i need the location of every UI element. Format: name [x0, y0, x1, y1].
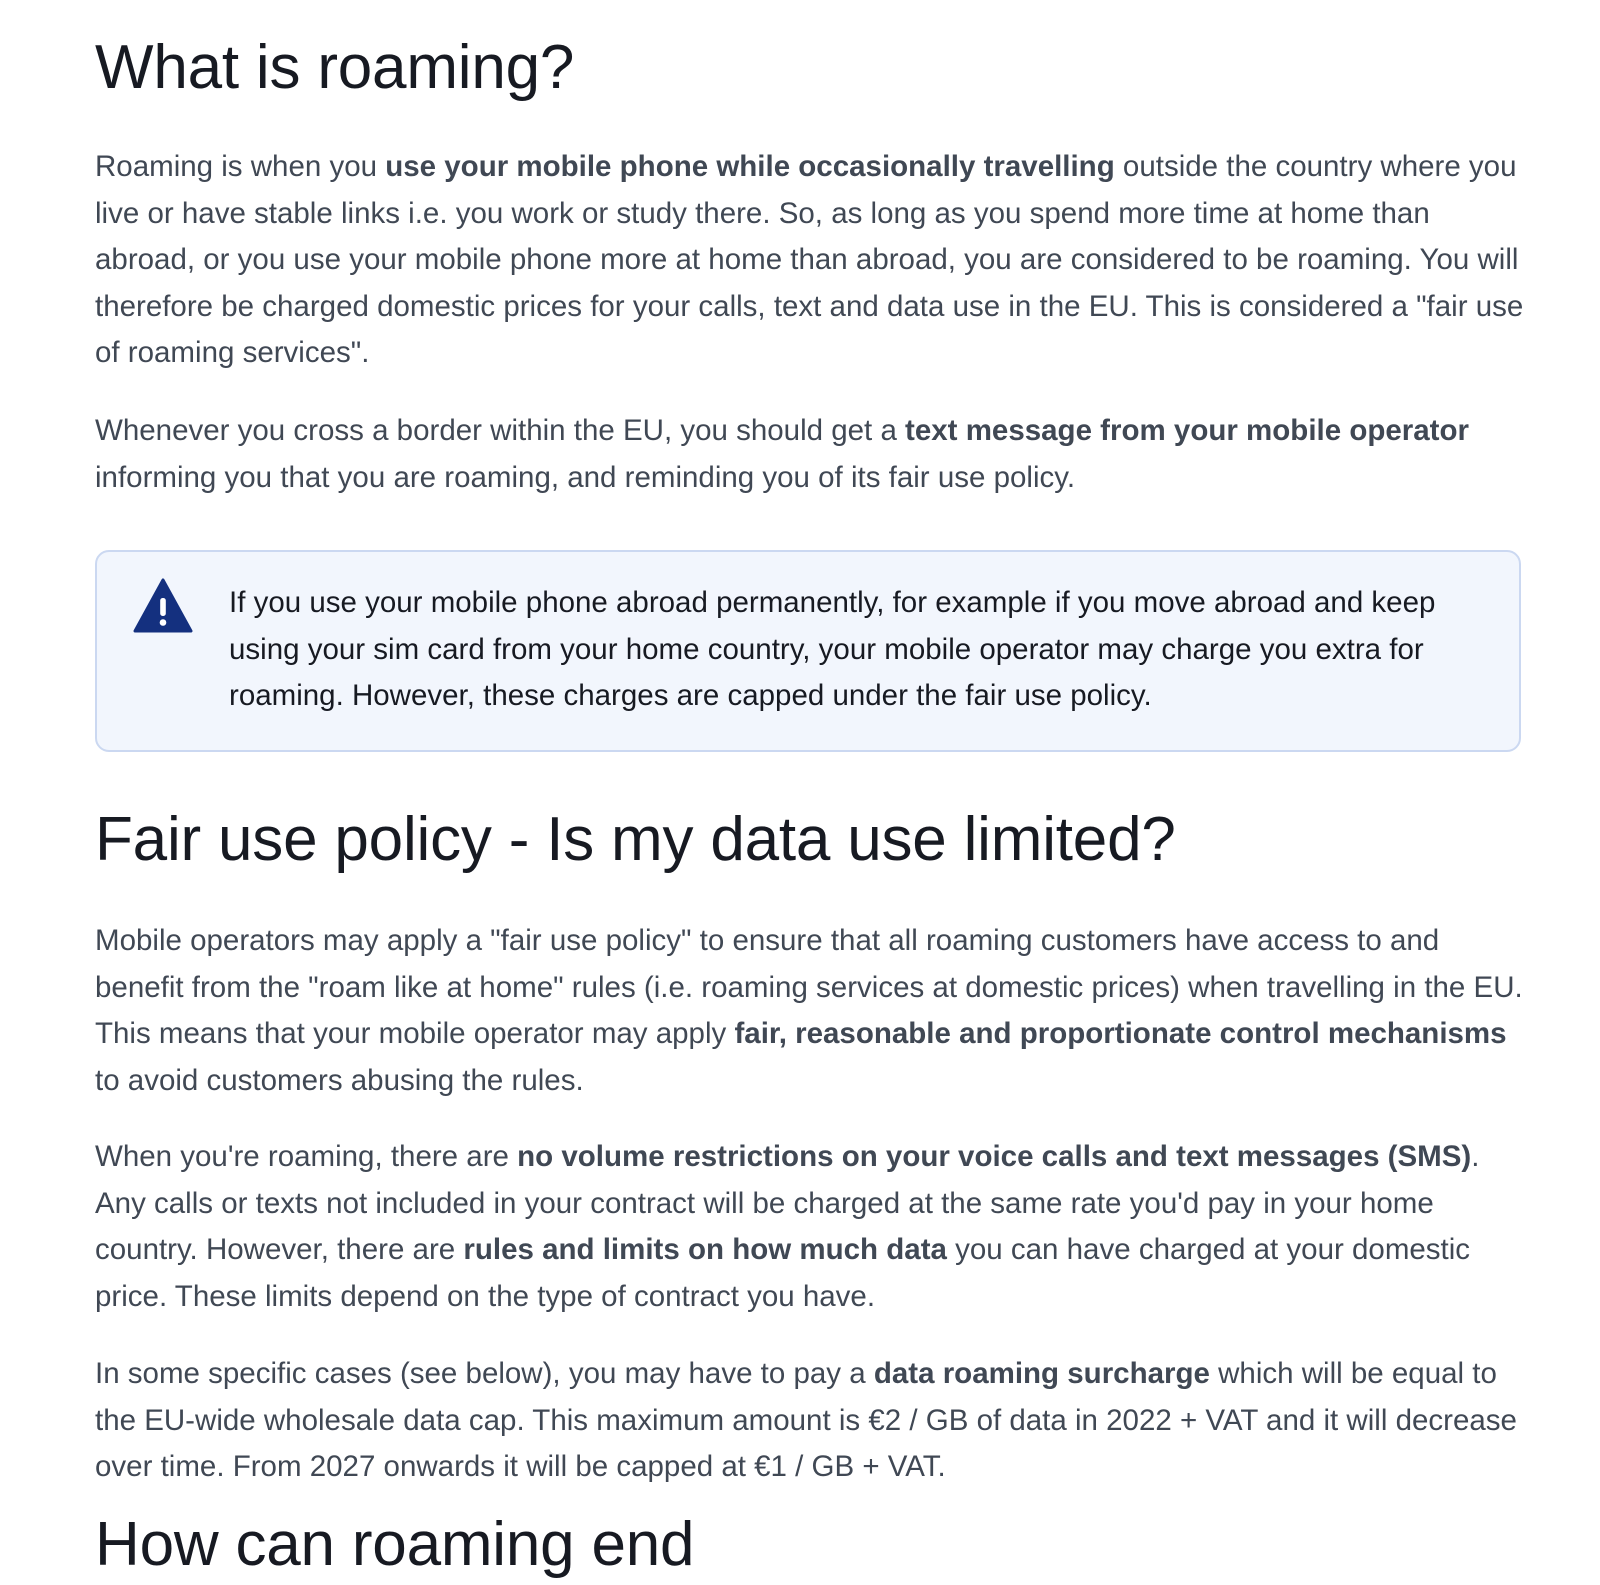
text: outside the country where you live or have stable links i.e. you work or study there. So, as long as you spend more time at home than abroad, or you use your mobile phone more at home than abroad, you are considered to be roaming. You will therefore be charged domestic prices for your calls, text and data use in the EU. This is considered a "fair use of roaming services".	[95, 150, 1524, 369]
text: you can have charged at your domestic price. These limits depend on the type of contract you have.	[95, 1233, 1471, 1313]
paragraph-roaming-definition	[95, 144, 1525, 377]
text: When you're roaming, there are	[95, 1140, 518, 1173]
paragraph-volume-restrictions	[95, 1134, 1525, 1320]
text: Mobile operators may apply a "fair use policy" to ensure that all roaming customers have access to and benefit from the "roam like at home" rules (i.e. roaming services at domestic prices) when travelling in the EU. This means that your mobile operator may apply	[95, 924, 1523, 1050]
bold-text: rules and limits on how much data	[463, 1233, 947, 1266]
paragraph-data-roaming-surcharge	[95, 1351, 1525, 1491]
text: In some specific cases (see below), you may have to pay a	[95, 1357, 874, 1390]
heading-fair-use-policy: Fair use policy - Is my data use limited?	[95, 805, 1176, 874]
bold-text: fair, reasonable and proportionate control mechanisms	[734, 1017, 1507, 1050]
paragraph-fair-use-policy	[95, 918, 1525, 1104]
paragraph-border-text-message	[95, 408, 1525, 501]
text: Whenever you cross a border within the EU, you should get a	[95, 414, 906, 447]
bold-text: text message from your mobile operator	[905, 414, 1469, 447]
warning-triangle-icon	[133, 578, 193, 634]
bold-text: data roaming surcharge	[873, 1357, 1210, 1390]
text: which will be equal to the EU-wide wholesale data cap. This maximum amount is €2 / GB of data in 2022 + VAT and it will decrease over time. From 2027 onwards it will be capped at €1 / GB + VAT.	[95, 1357, 1517, 1483]
text: . Any calls or texts not included in your contract will be charged at the same rate you'd pay in your home country. However, there are	[95, 1140, 1480, 1266]
text: Roaming is when you	[95, 150, 386, 183]
warning-callout	[95, 550, 1521, 752]
text: to avoid customers abusing the rules.	[95, 1063, 584, 1097]
heading-what-is-roaming: What is roaming?	[95, 33, 575, 102]
bold-text: use your mobile phone while occasionally travelling	[385, 150, 1115, 183]
text: informing you that you are roaming, and reminding you of its fair use policy.	[95, 460, 1076, 494]
heading-how-can-roaming-end: How can roaming end	[95, 1510, 695, 1579]
warning-callout-text: If you use your mobile phone abroad permanently, for example if you move abroad and keep using your sim card from your home country, your mobile operator may charge you extra for roaming. However, these charges are capped under the fair use policy.	[229, 586, 1436, 712]
bold-text: no volume restrictions on your voice calls and text messages (SMS)	[517, 1140, 1472, 1173]
